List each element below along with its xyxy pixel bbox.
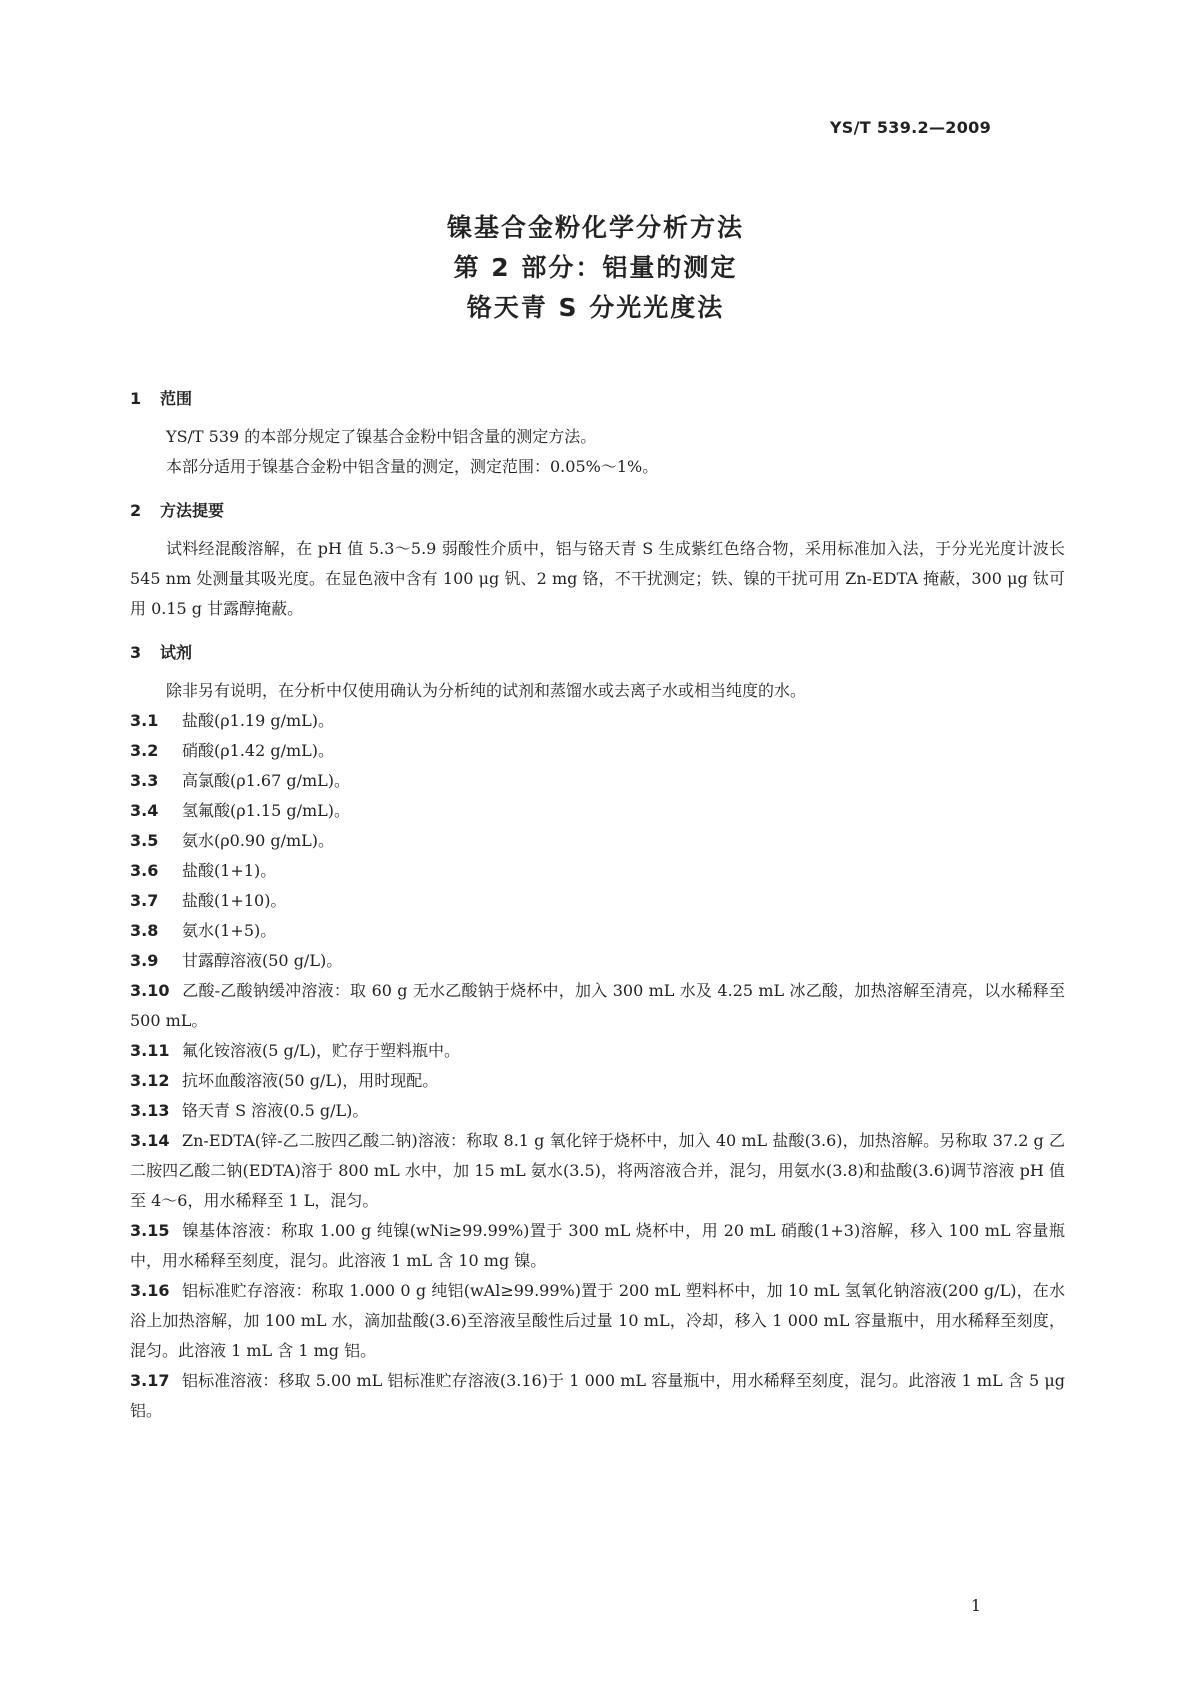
section-number: 1 [130, 389, 142, 408]
item-text: 氢氟酸(ρ1.15 g/mL)。 [182, 801, 351, 820]
section-heading-scope [130, 384, 1065, 414]
item-number: 3.14 [130, 1131, 170, 1150]
item-number: 3.5 [130, 831, 159, 850]
method-summary-paragraph: 试料经混酸溶解，在 pH 值 5.3～5.9 弱酸性介质中，铝与铬天青 S 生成紫红色络合物，采用标准加入法，于分光光度计波长 545 nm 处测量其吸光度。在显色液中含有 100 μg 钒、2 mg 铬，不干扰测定；铁、镍的干扰可用 Zn-EDTA 掩蔽，300 μg 钛可用 0.15 g 甘露醇掩蔽。 [130, 539, 1065, 618]
section-title: 方法提要 [160, 501, 225, 520]
item-text: 甘露醇溶液(50 g/L)。 [182, 951, 343, 970]
item-text: 硝酸(ρ1.42 g/mL)。 [182, 741, 335, 760]
section-title: 试剂 [160, 643, 193, 662]
item-number: 3.8 [130, 921, 159, 940]
item-text: 乙酸-乙酸钠缓冲溶液：取 60 g 无水乙酸钠于烧杯中，加入 300 mL 水及 4.25 mL 冰乙酸，加热溶解至清亮，以水稀释至 500 mL。 [130, 981, 1065, 1030]
item-number: 3.17 [130, 1371, 170, 1390]
item-text: Zn-EDTA(锌-乙二胺四乙酸二钠)溶液：称取 8.1 g 氧化锌于烧杯中，加入 40 mL 盐酸(3.6)，加热溶解。另称取 37.2 g 乙二胺四乙酸二钠(EDTA)溶于 800 mL 水中，加 15 mL 氨水(3.5)，将两溶液合并，混匀，用氨水(3.8)和盐酸(3.6)调节溶液 pH 值至 4～6，用水稀释至 1 L，混匀。 [130, 1131, 1065, 1210]
reagent-item [130, 1126, 1065, 1216]
item-number: 3.13 [130, 1101, 170, 1120]
title-line-1: 镍基合金粉化学分析方法 [446, 213, 744, 242]
item-number: 3.2 [130, 741, 159, 760]
item-number: 3.4 [130, 801, 159, 820]
item-text: 抗坏血酸溶液(50 g/L)，用时现配。 [182, 1071, 439, 1090]
section-number: 3 [130, 643, 142, 662]
reagent-item [130, 796, 1065, 826]
reagent-item [130, 946, 1065, 976]
title-line-2: 第 2 部分：铝量的测定 [453, 253, 738, 282]
item-number: 3.1 [130, 711, 159, 730]
item-text: 高氯酸(ρ1.67 g/mL)。 [182, 771, 351, 790]
standard-code: YS/T 539.2—2009 [829, 118, 991, 137]
item-text: 氨水(1+5)。 [182, 921, 277, 940]
reagent-item [130, 766, 1065, 796]
item-number: 3.3 [130, 771, 159, 790]
item-number: 3.6 [130, 861, 159, 880]
reagent-item [130, 736, 1065, 766]
reagent-item [130, 1036, 1065, 1066]
item-number: 3.12 [130, 1071, 170, 1090]
title-line-3: 铬天青 S 分光光度法 [466, 293, 725, 322]
reagent-item [130, 826, 1065, 856]
reagent-item [130, 886, 1065, 916]
reagent-item [130, 1066, 1065, 1096]
item-number: 3.16 [130, 1281, 170, 1300]
reagent-item [130, 856, 1065, 886]
section-heading-reagents [130, 638, 1065, 668]
page-number: 1 [970, 1596, 981, 1615]
reagent-item [130, 1216, 1065, 1276]
section-heading-method-summary [130, 496, 1065, 526]
item-text: 盐酸(1+10)。 [182, 891, 287, 910]
item-text: 铝标准贮存溶液：称取 1.000 0 g 纯铝(wAl≥99.99%)置于 200 mL 塑料杯中，加 10 mL 氢氧化钠溶液(200 g/L)，在水浴上加热溶解，加 100 mL 水，滴加盐酸(3.6)至溶液呈酸性后过量 10 mL，冷却，移入 1 000 mL 容量瓶中，用水稀释至刻度，混匀。此溶液 1 mL 含 1 mg 铝。 [130, 1281, 1065, 1360]
scope-paragraph: 本部分适用于镍基合金粉中铝含量的测定，测定范围：0.05%～1%。 [166, 457, 659, 476]
item-text: 盐酸(ρ1.19 g/mL)。 [182, 711, 335, 730]
document-title [0, 208, 1191, 328]
reagent-item [130, 1366, 1065, 1426]
reagent-item [130, 1276, 1065, 1366]
section-number: 2 [130, 501, 142, 520]
item-text: 铝标准溶液：移取 5.00 mL 铝标准贮存溶液(3.16)于 1 000 mL 容量瓶中，用水稀释至刻度，混匀。此溶液 1 mL 含 5 μg 铝。 [130, 1371, 1065, 1420]
item-text: 铬天青 S 溶液(0.5 g/L)。 [182, 1101, 369, 1120]
reagent-item [130, 976, 1065, 1036]
item-number: 3.10 [130, 981, 170, 1000]
document-body [130, 384, 1065, 1426]
item-text: 盐酸(1+1)。 [182, 861, 277, 880]
item-text: 镍基体溶液：称取 1.00 g 纯镍(wNi≥99.99%)置于 300 mL 烧杯中，用 20 mL 硝酸(1+3)溶解，移入 100 mL 容量瓶中，用水稀释至刻度，混匀。此溶液 1 mL 含 10 mg 镍。 [130, 1221, 1065, 1270]
reagent-item [130, 916, 1065, 946]
reagents-intro: 除非另有说明，在分析中仅使用确认为分析纯的试剂和蒸馏水或去离子水或相当纯度的水。 [166, 681, 807, 700]
scope-paragraph: YS/T 539 的本部分规定了镍基合金粉中铝含量的测定方法。 [166, 427, 597, 446]
item-number: 3.7 [130, 891, 159, 910]
item-text: 氨水(ρ0.90 g/mL)。 [182, 831, 335, 850]
item-number: 3.15 [130, 1221, 170, 1240]
item-number: 3.9 [130, 951, 159, 970]
item-number: 3.11 [130, 1041, 170, 1060]
section-title: 范围 [160, 389, 193, 408]
item-text: 氟化铵溶液(5 g/L)，贮存于塑料瓶中。 [182, 1041, 461, 1060]
reagent-item [130, 1096, 1065, 1126]
reagent-item [130, 706, 1065, 736]
